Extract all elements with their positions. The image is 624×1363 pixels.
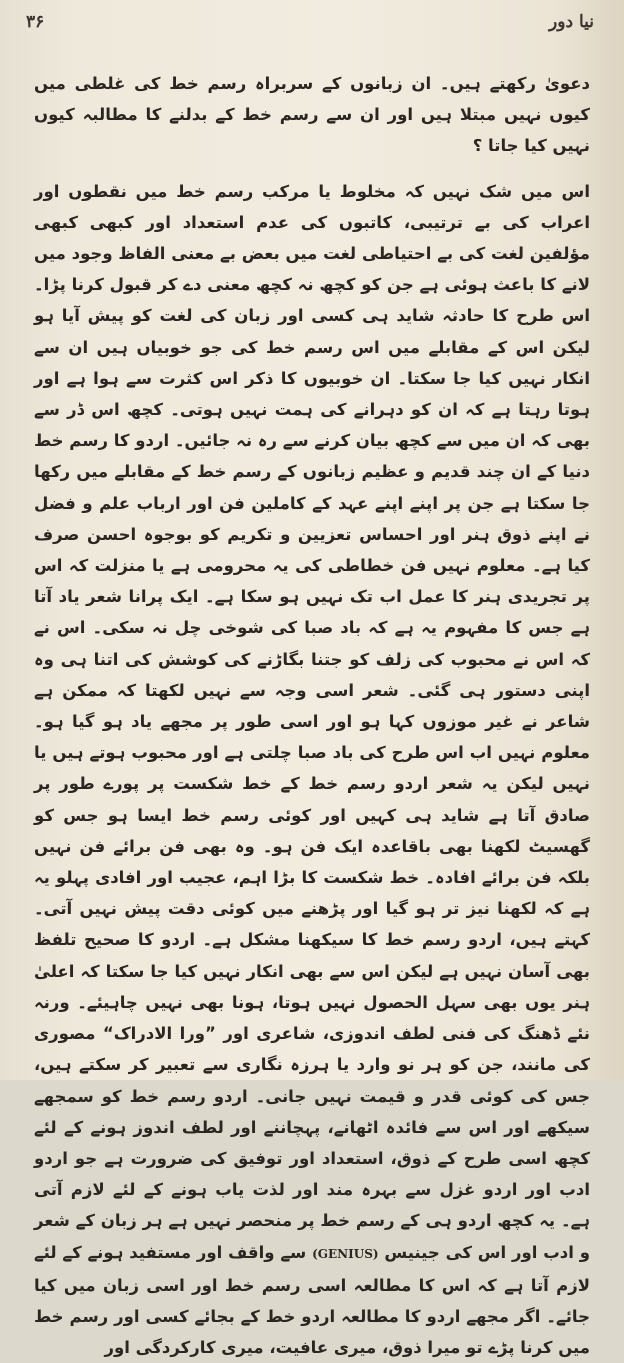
running-title: نیا دور [549,12,594,32]
inline-latin-genius: (GENIUS) [312,1246,379,1261]
page-header [26,12,594,42]
body-text [34,68,590,1363]
paragraph-2 [34,176,590,1363]
paragraph-2-text-continued: سے واقف اور مستفید ہونے کے لئے لازم آتا ہے کہ اس کا مطالعہ اسی رسم خط اور اسی زبان میں کیا جائے۔ اگر مجھے اردو کا مطالعہ اردو خط کے بجائے کسی اور رسم خط میں کرنا پڑے تو میرا ذوق، میری عافیت، میری کارکردگی اور [34,1242,590,1358]
paragraph-1: دعویٰ رکھتے ہیں۔ ان زبانوں کے سربراہ رسم خط کی غلطی میں کیوں نہیں مبتلا ہیں اور ان سے رسم خط کے بدلنے کا مطالبہ کیوں نہیں کیا جاتا ؟ [34,74,590,156]
page-number: ۳۶ [26,12,45,32]
paragraph-2-text: اس میں شک نہیں کہ مخلوط یا مرکب رسم خط میں نقطوں اور اعراب کی بے ترتیبی، کاتبوں کی عدم استعداد اور کبھی کبھی مؤلفین لغت کی بے احتیاطی لغت میں بعض بے معنی الفاظ وجود میں لانے کا باعث ہوئی ہے جن کو کچھ نہ کچھ معنی دے کر قبول کرنا پڑا۔ اس طرح کا حادثہ شاید ہی کسی اور زبان کی لغت کو پیش آیا ہو لیکن اس کے مقابلے میں اس رسم خط کی جو خوبیاں ہیں ان سے انکار نہیں کیا جا سکتا۔ ان خوبیوں کا ذکر اس کثرت سے ہوا ہے اور ہوتا رہتا ہے کہ ان کو دہرانے کی ہمت نہیں ہوتی۔ کچھ اس ڈر سے بھی کہ ان میں سے کچھ بیان کرنے سے رہ نہ جائیں۔ اردو کا رسم خط دنیا کے ان چند قدیم و عظیم زبانوں کے رسم خط کے مقابلے میں رکھا جا سکتا ہے جن پر اپنے اپنے عہد کے کاملین فن اور ارباب علم و فضل نے اپنے ذوق ہنر اور احساس تعزیین و تکریم کو بوجوہ احسن صرف کیا ہے۔ معلوم نہیں فن خطاطی کی یہ محرومی ہے یا منزلت کہ اس پر تجریدی ہنر کا عمل اب تک نہیں ہو سکا ہے۔ ایک پرانا شعر یاد آتا ہے جس کا مفہوم یہ ہے کہ باد صبا کی شوخی چل نہ سکی۔ اس نے کہ اس نے محبوب کی زلف کو جتنا بگاڑنے کی کوشش کی اتنا ہی وہ اپنی دستور ہی گئی۔ شعر اسی وجہ سے نہیں لکھتا کہ ممکن ہے شاعر نے غیر موزوں کہا ہو اور اسی طور پر مجھے یاد ہو گیا ہو۔ معلوم نہیں اب اس طرح کی باد صبا چلتی ہے اور محبوب ہوتے ہیں یا نہیں لیکن یہ شعر اردو رسم خط کے خط شکست پر پورے طور پر صادق آتا ہے شاید ہی کہیں اور کوئی رسم خط ایسا ہو جس کو گھسیٹ لکھنا بھی باقاعدہ ایک فن ہو۔ وہ بھی فن برائے فن نہیں بلکہ فن برائے افادہ۔ خط شکست کا بڑا اہم، عجیب اور افادی پہلو یہ ہے کہ لکھنا نیز تر ہو گیا اور پڑھنے میں کوئی دقت پیش نہیں آتی۔ کہتے ہیں، اردو رسم خط کا سیکھنا مشکل ہے۔ اردو کا صحیح تلفظ بھی آسان نہیں ہے لیکن اس سے بھی انکار نہیں کیا جا سکتا کہ اعلیٰ ہنر یوں بھی سہل الحصول نہیں ہوتا، ہونا بھی نہیں چاہیئے۔ ورنہ نئے ڈھنگ کی فنی لطف اندوزی، شاعری اور ”ورا الادراک“ مصوری کی مانند، جن کو ہر نو وارد یا ہرزہ نگاری سے تعبیر کر سکتے ہیں، جس کی کوئی قدر و قیمت نہیں جانی۔ اردو رسم خط کو سمجھے سیکھے اور اس سے فائدہ اٹھانے، پہچاننے اور لطف اندوز ہونے کے لئے کچھ اسی طرح کے ذوق، استعداد اور توفیق کی ضرورت ہے جو اردو ادب اور اردو غزل سے بہرہ مند اور لذت یاب ہونے کے لئے لازم آتی ہے۔ یہ کچھ اردو ہی کے رسم خط پر منحصر نہیں ہے ہر زبان کے شعر و ادب اور اس کی جینیس [34,181,590,1262]
